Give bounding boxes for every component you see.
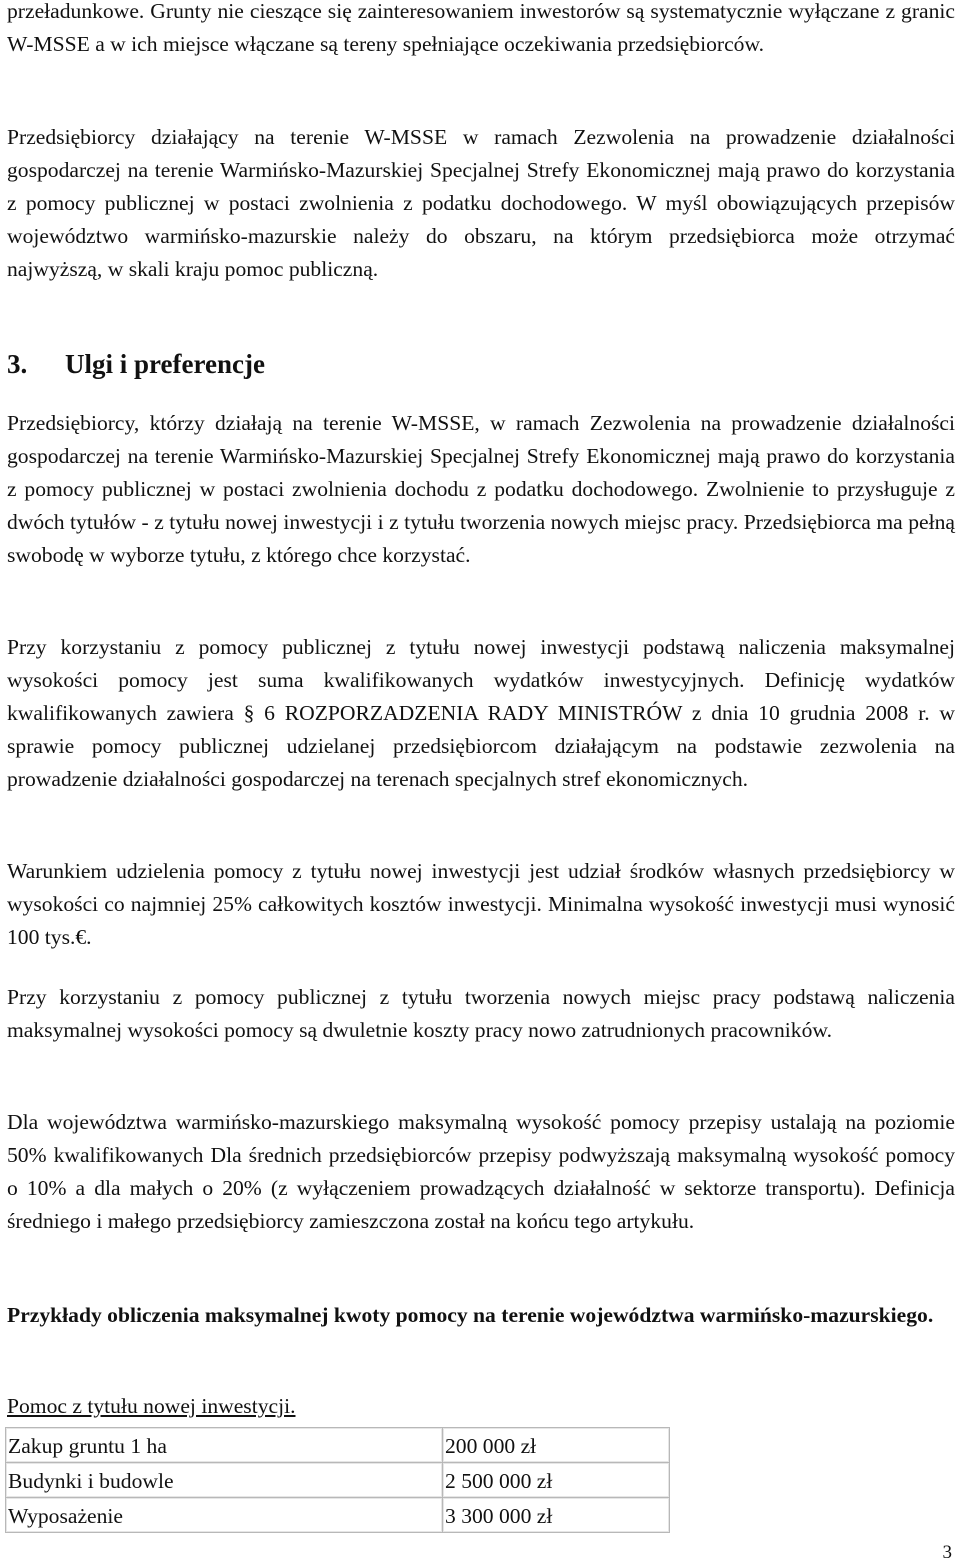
paragraph-new-investment: Przy korzystaniu z pomocy publicznej z tytułu nowej inwestycji podstawą naliczenia maksymalnej wysokości pomocy jest suma kwalifikowanych wydatków inwestycyjnych. Definicję wydatków kwalifikowanych zawiera § 6 ROZPORZADZENIA RADY MINISTRÓW z dnia 10 grudnia 2008 r. w sprawie pomocy publicznej udzielanej przedsiębiorcom działającym na podstawie zezwolenia na prowadzenie działalności gospodarczej na terenach specjalnych stref ekonomicznych. bbox=[7, 635, 955, 791]
paragraph-new-jobs: Przy korzystaniu z pomocy publicznej z tytułu tworzenia nowych miejsc pracy podstawą naliczenia maksymalnej wysokości pomocy są dwuletnie koszty pracy nowo zatrudnionych pracowników. bbox=[7, 985, 955, 1042]
table-row bbox=[6, 1498, 670, 1533]
section-title: Ulgi i preferencje bbox=[65, 349, 265, 379]
paragraph-condition: Warunkiem udzielenia pomocy z tytułu nowej inwestycji jest udział środków własnych przedsiębiorcy w wysokości co najmniej 25% całkowitych kosztów inwestycji. Minimalna wysokość inwestycji musi wynosić 100 tys.€. bbox=[7, 859, 955, 949]
cost-item: Zakup gruntu 1 ha bbox=[6, 1428, 443, 1463]
investment-cost-table bbox=[5, 1427, 670, 1533]
cost-item: Budynki i budowle bbox=[6, 1463, 443, 1498]
new-investment-subheading: Pomoc z tytułu nowej inwestycji. bbox=[7, 1394, 296, 1418]
section-number: 3. bbox=[7, 349, 28, 379]
new-investment-subheading-line bbox=[7, 1390, 955, 1423]
paragraph-entrepreneurs: Przedsiębiorcy działający na terenie W-MSSE w ramach Zezwolenia na prowadzenie działalności gospodarczej na terenie Warmińsko-Mazurskiej Specjalnej Strefy Ekonomicznej mają prawo do korzystania z pomocy publicznej w postaci zwolnienia z podatku dochodowego. W myśl obowiązujących przepisów województwo warmińsko-mazurskie należy do obszaru, na którym przedsiębiorca może otrzymać najwyższą, w skali kraju pomoc publiczną. bbox=[7, 125, 955, 281]
cost-amount: 3 300 000 zł bbox=[443, 1498, 670, 1533]
cost-item: Wyposażenie bbox=[6, 1498, 443, 1533]
cost-amount: 200 000 zł bbox=[443, 1428, 670, 1463]
table-row bbox=[6, 1428, 670, 1463]
intro-paragraph-continued: przeładunkowe. Grunty nie cieszące się zainteresowaniem inwestorów są systematycznie wyłączane z granic W-MSSE a w ich miejsce włączane są tereny spełniające oczekiwania przedsiębiorców. bbox=[7, 0, 955, 56]
page-number: 3 bbox=[942, 1542, 952, 1563]
examples-heading: Przykłady obliczenia maksymalnej kwoty pomocy na terenie województwa warmińsko-mazurskiego. bbox=[7, 1303, 934, 1327]
paragraph-region-limits: Dla województwa warmińsko-mazurskiego maksymalną wysokość pomocy przepisy ustalają na poziomie 50% kwalifikowanych Dla średnich przedsiębiorców przepisy podwyższają maksymalną wysokość pomocy o 10% a dla małych o 20% (z wyłączeniem prowadzących działalność w sektorze transportu). Definicja średniego i małego przedsiębiorcy zamieszczona został na końcu tego artykułu. bbox=[7, 1110, 955, 1233]
paragraph-reliefs: Przedsiębiorcy, którzy działają na terenie W-MSSE, w ramach Zezwolenia na prowadzenie działalności gospodarczej na terenie Warmińsko-Mazurskiej Specjalnej Strefy Ekonomicznej mają prawo do korzystania z pomocy publicznej w postaci zwolnienia dochodu z podatku dochodowego. Zwolnienie to przysługuje z dwóch tytułów - z tytułu nowej inwestycji i z tytułu tworzenia nowych miejsc pracy. Przedsiębiorca ma pełną swobodę w wyborze tytułu, z którego chce korzystać. bbox=[7, 411, 955, 567]
section-heading bbox=[7, 344, 265, 384]
cost-amount: 2 500 000 zł bbox=[443, 1463, 670, 1498]
table-row bbox=[6, 1463, 670, 1498]
